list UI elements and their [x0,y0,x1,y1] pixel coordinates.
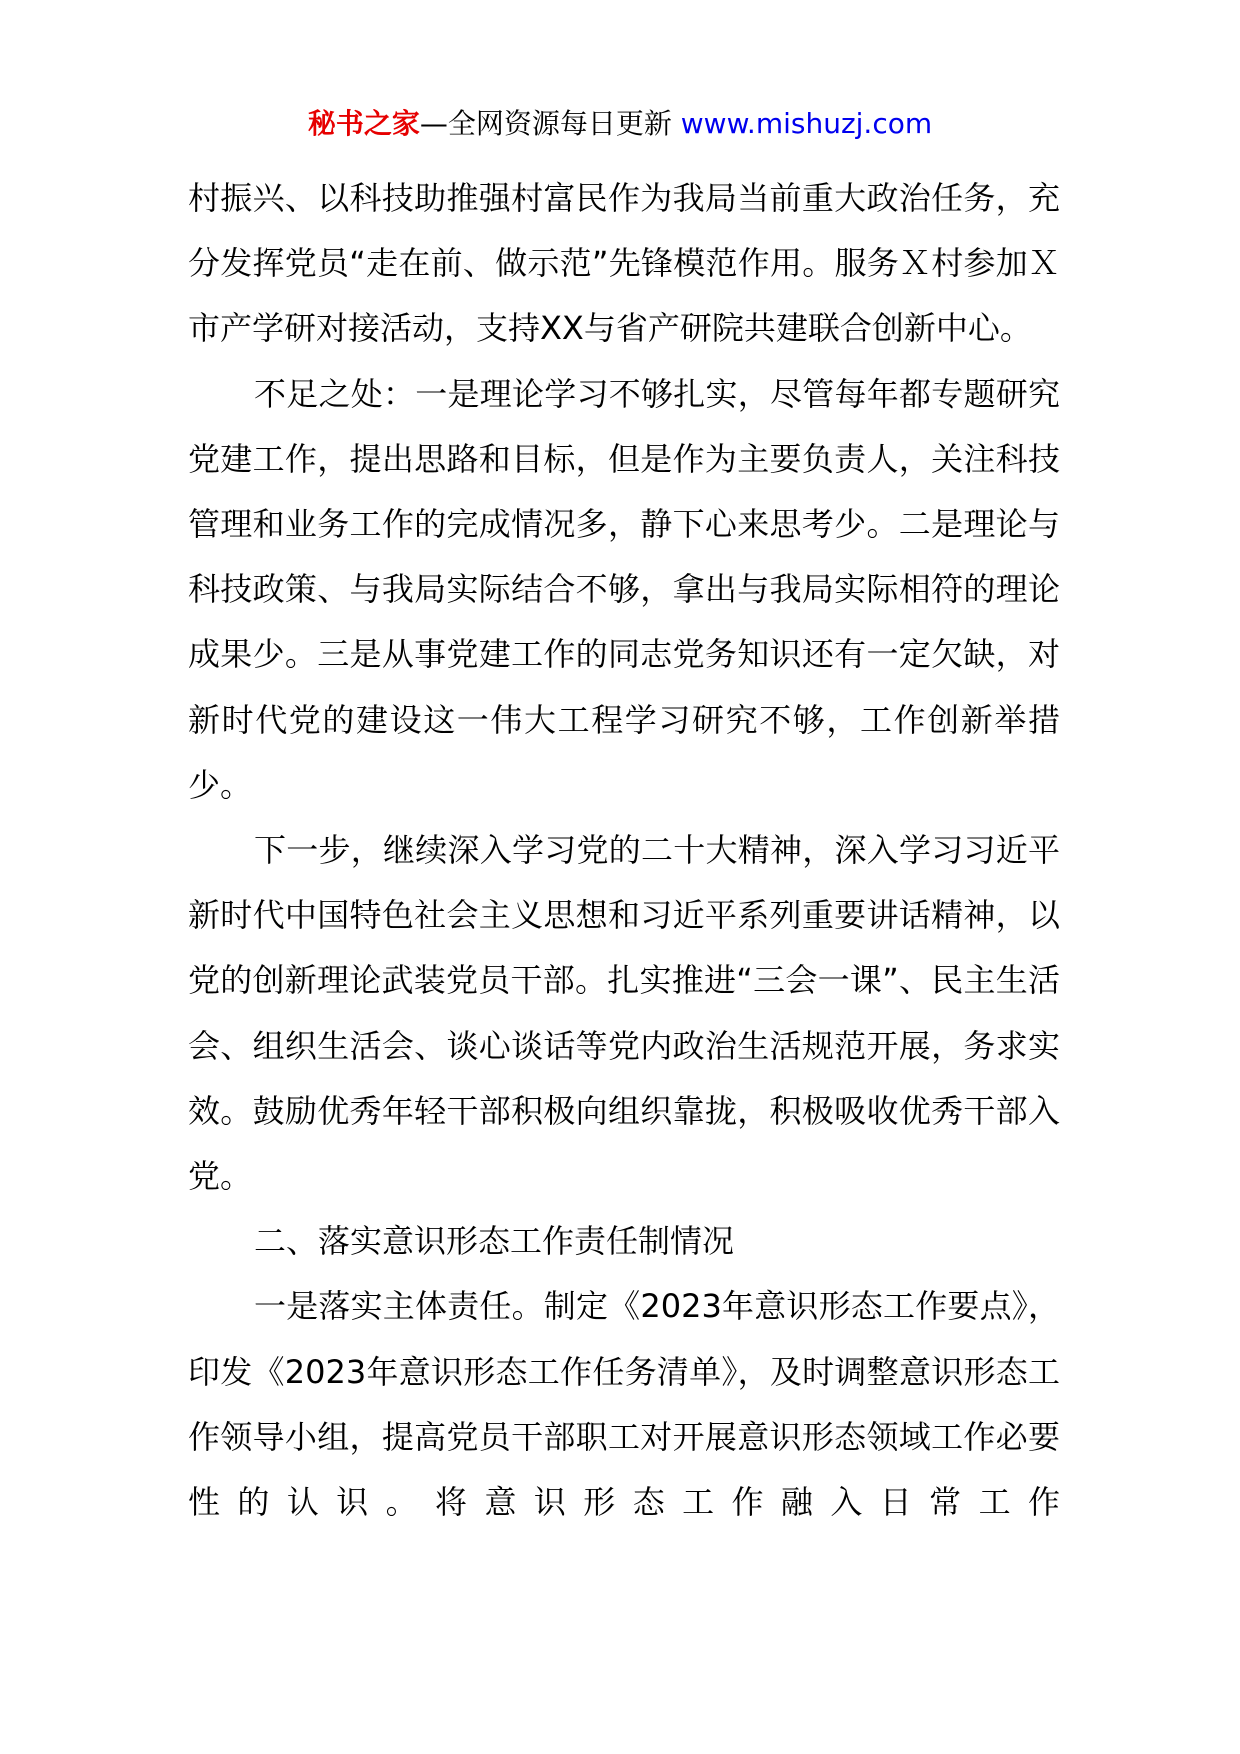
paragraph-continuation: 村振兴、以科技助推强村富民作为我局当前重大政治任务，充分发挥党员“走在前、做示范”先锋模范作用。服务Ｘ村参加Ｘ市产学研对接活动，支持XX与省产研院共建联合创新中心。 [188,179,1060,348]
document-body [188,166,1060,1535]
header-tagline: —全网资源每日更新 [419,107,681,140]
section-heading: 二、落实意识形态工作责任制情况 [254,1222,735,1261]
paragraph-ideology-responsibility: 一是落实主体责任。制定《2023年意识形态工作要点》，印发《2023年意识形态工作任务清单》，及时调整意识形态工作领导小组，提高党员干部职工对开展意识形态领域工作必要性的认识。将意识形态工作融入日常工作 [188,1287,1060,1522]
page-header [0,102,1240,146]
header-url-link[interactable]: www.mishuzj.com [680,107,933,140]
paragraph-next-steps: 下一步，继续深入学习党的二十大精神，深入学习习近平新时代中国特色社会主义思想和习近平系列重要讲话精神，以党的创新理论武装党员干部。扎实推进“三会一课”、民主生活会、组织生活会、谈心谈话等党内政治生活规范开展，务求实效。鼓励优秀年轻干部积极向组织靠拢，积极吸收优秀干部入党。 [188,831,1060,1196]
paragraph-shortcomings: 不足之处：一是理论学习不够扎实，尽管每年都专题研究党建工作，提出思路和目标，但是作为主要负责人，关注科技管理和业务工作的完成情况多，静下心来思考少。二是理论与科技政策、与我局实际结合不够，拿出与我局实际相符的理论成果少。三是从事党建工作的同志党务知识还有一定欠缺，对新时代党的建设这一伟大工程学习研究不够，工作创新举措少。 [188,374,1060,804]
brand-name: 秘书之家 [307,107,420,140]
